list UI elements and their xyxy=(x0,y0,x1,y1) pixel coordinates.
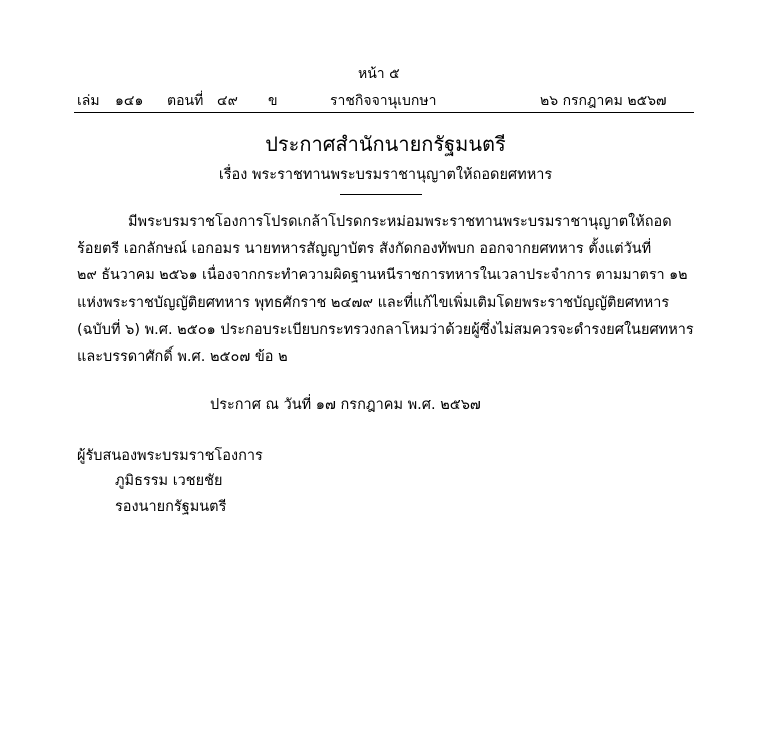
volume-label: เล่ม xyxy=(77,93,100,109)
header-date: ๒๖ กรกฎาคม ๒๕๖๗ xyxy=(540,93,667,109)
gazette-name: ราชกิจจานุเบกษา xyxy=(330,93,437,109)
issue-label: ตอนที่ xyxy=(167,93,204,109)
body-line-1: มีพระบรมราชโองการโปรดเกล้าโปรดกระหม่อมพระราชทานพระบรมราชานุญาตให้ถอด xyxy=(128,214,672,230)
announcement-title: ประกาศสำนักนายกรัฐมนตรี xyxy=(265,132,506,156)
section-letter: ข xyxy=(268,93,278,109)
body-line-2: ร้อยตรี เอกลักษณ์ เอกอมร นายทหารสัญญาบัตร สังกัดกองทัพบก ออกจากยศทหาร ตั้งแต่วันที่ xyxy=(77,241,652,257)
body-line-5: (ฉบับที่ ๖) พ.ศ. ๒๕๐๑ ประกอบระเบียบกระทรวงกลาโหมว่าด้วยผู้ซึ่งไม่สมควรจะดำรงยศในยศทหาร xyxy=(77,322,694,338)
issue-number: ๔๙ xyxy=(217,93,238,109)
body-line-3: ๒๙ ธันวาคม ๒๕๖๑ เนื่องจากกระทำความผิดฐานหนีราชการทหารในเวลาประจำการ ตามมาตรา ๑๒ xyxy=(77,267,688,283)
body-line-6: และบรรดาศักดิ์ พ.ศ. ๒๕๐๗ ข้อ ๒ xyxy=(77,349,288,365)
header-rule xyxy=(74,112,694,113)
body-line-4: แห่งพระราชบัญญัติยศทหาร พุทธศักราช ๒๔๗๙ และที่แก้ไขเพิ่มเติมโดยพระราชบัญญัติยศทหาร xyxy=(77,295,670,311)
signatory-position: รองนายกรัฐมนตรี xyxy=(115,499,227,515)
volume-number: ๑๔๑ xyxy=(115,93,144,109)
title-divider xyxy=(340,194,422,195)
announcement-date: ประกาศ ณ วันที่ ๑๗ กรกฎาคม พ.ศ. ๒๕๖๗ xyxy=(210,397,481,413)
page-number: หน้า ๕ xyxy=(358,66,400,82)
countersigned-by: ผู้รับสนองพระบรมราชโองการ xyxy=(77,448,263,464)
signatory-name: ภูมิธรรม เวชยชัย xyxy=(115,473,223,489)
announcement-subject: เรื่อง พระราชทานพระบรมราชานุญาตให้ถอดยศทหาร xyxy=(218,167,553,183)
